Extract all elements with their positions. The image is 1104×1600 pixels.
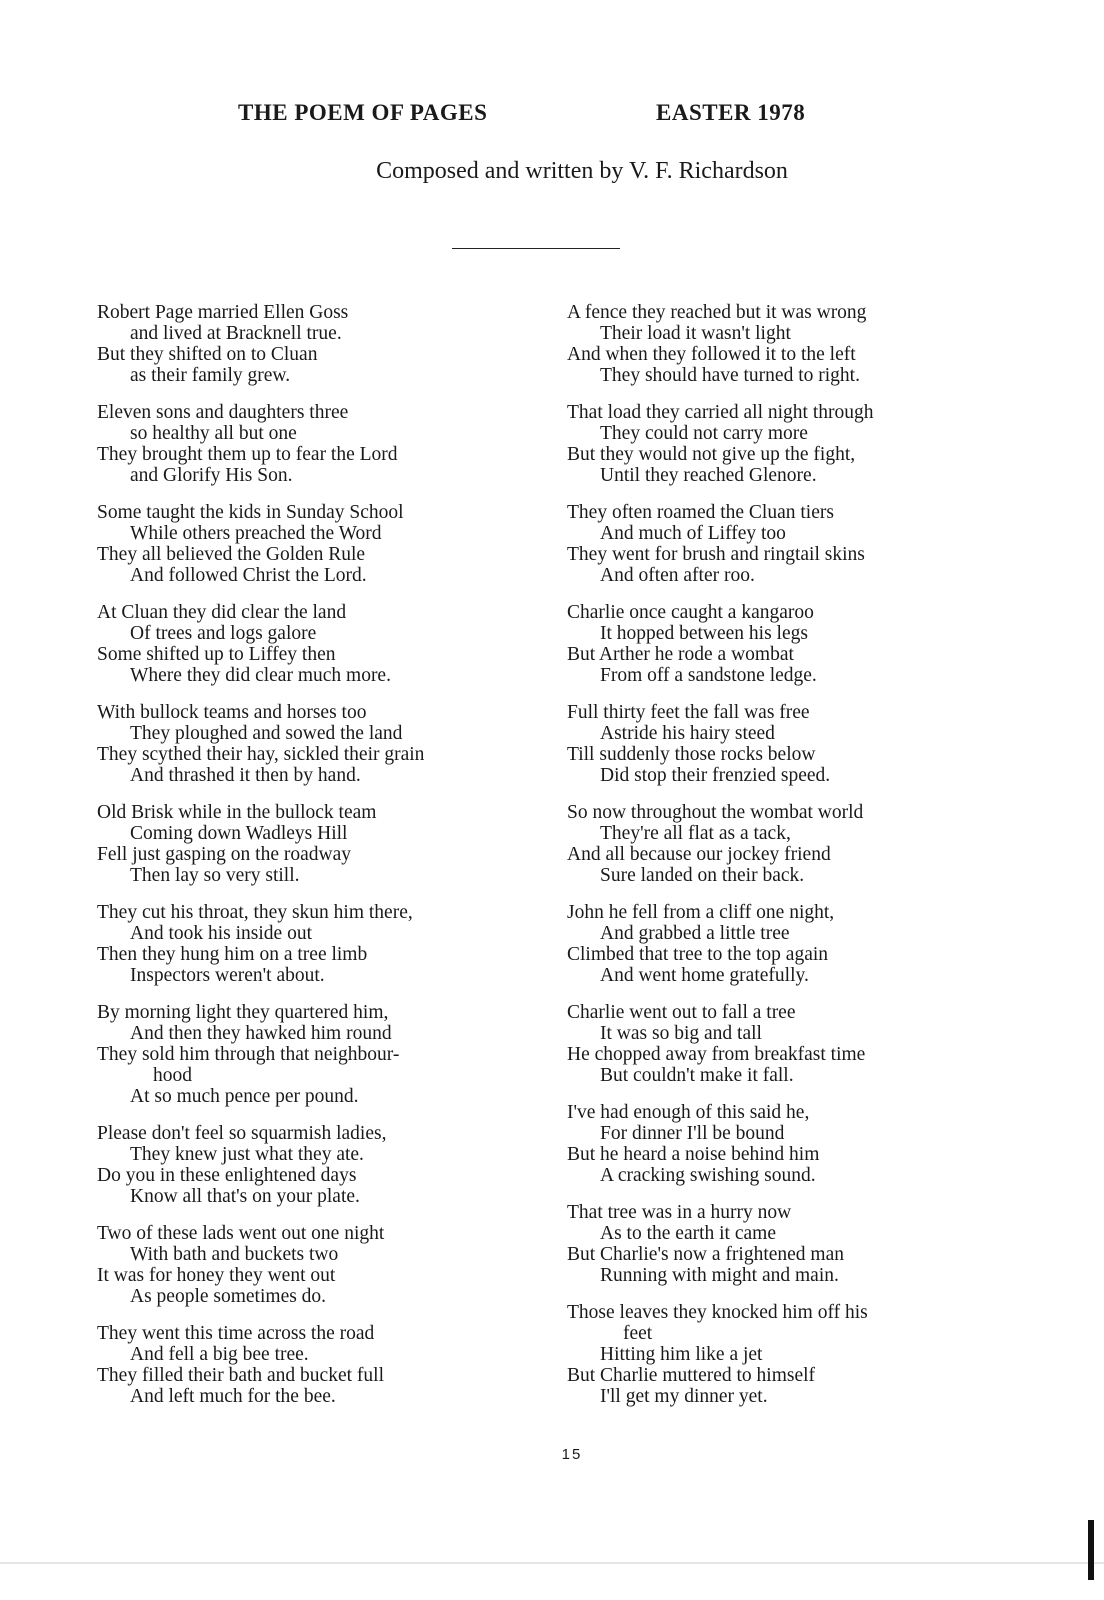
- poem-line: hood: [153, 1065, 192, 1086]
- poem-line: A cracking swishing sound.: [600, 1165, 816, 1186]
- poem-line: Eleven sons and daughters three: [97, 402, 349, 423]
- poem-line: For dinner I'll be bound: [600, 1123, 785, 1144]
- poem-line: They sold him through that neighbour-: [97, 1044, 400, 1065]
- stanza: [97, 602, 537, 686]
- scan-edge-shadow: [0, 1562, 1104, 1564]
- divider-rule: [452, 248, 620, 249]
- poem-line: They filled their bath and bucket full: [97, 1365, 384, 1386]
- poem-line: With bullock teams and horses too: [97, 702, 367, 723]
- poem-line: Running with might and main.: [600, 1265, 839, 1286]
- stanza: [97, 1323, 537, 1407]
- poem-line: Then lay so very still.: [130, 865, 300, 886]
- poem-line: And often after roo.: [600, 565, 755, 586]
- poem-column-right: [567, 302, 987, 1407]
- poem-line: They're all flat as a tack,: [600, 823, 791, 844]
- stanza: [567, 602, 987, 686]
- poem-line: Do you in these enlightened days: [97, 1165, 357, 1186]
- poem-line: But Charlie's now a frightened man: [567, 1244, 844, 1265]
- poem-line: And left much for the bee.: [130, 1386, 336, 1407]
- stanza: [97, 402, 537, 486]
- poem-line: as their family grew.: [130, 365, 291, 386]
- stanza: [97, 502, 537, 586]
- poem-line: With bath and buckets two: [130, 1244, 339, 1265]
- poem-line: They ploughed and sowed the land: [130, 723, 403, 744]
- poem-line: But couldn't make it fall.: [600, 1065, 794, 1086]
- poem-line: They all believed the Golden Rule: [97, 544, 366, 565]
- poem-line: Sure landed on their back.: [600, 865, 805, 886]
- poem-line: They often roamed the Cluan tiers: [567, 502, 834, 523]
- page-number: 15: [561, 1446, 583, 1463]
- stanza: [567, 502, 987, 586]
- poem-line: That tree was in a hurry now: [567, 1202, 792, 1223]
- poem-line: Astride his hairy steed: [600, 723, 775, 744]
- stanza: [567, 902, 987, 986]
- poem-line: and lived at Bracknell true.: [130, 323, 342, 344]
- poem-line: Climbed that tree to the top again: [567, 944, 829, 965]
- stanza: [97, 902, 537, 986]
- poem-line: Until they reached Glenore.: [600, 465, 817, 486]
- stanza: [97, 1002, 537, 1107]
- poem-line: Please don't feel so squarmish ladies,: [97, 1123, 387, 1144]
- poem-line: That load they carried all night through: [567, 402, 874, 423]
- stanza: [567, 1302, 987, 1407]
- stanza: [97, 802, 537, 886]
- poem-line: As people sometimes do.: [130, 1286, 327, 1307]
- poem-line: Charlie went out to fall a tree: [567, 1002, 796, 1023]
- poem-line: They could not carry more: [600, 423, 808, 444]
- poem-line: From off a sandstone ledge.: [600, 665, 817, 686]
- poem-line: Old Brisk while in the bullock team: [97, 802, 377, 823]
- poem-line: Where they did clear much more.: [130, 665, 391, 686]
- stanza: [97, 1223, 537, 1307]
- stanza: [567, 1102, 987, 1186]
- poem-line: And when they followed it to the left: [567, 344, 856, 365]
- poem-line: so healthy all but one: [130, 423, 297, 444]
- poem-line: And took his inside out: [130, 923, 313, 944]
- poem-line: It was for honey they went out: [97, 1265, 336, 1286]
- poem-date: EASTER 1978: [656, 100, 806, 125]
- poem-line: It was so big and tall: [600, 1023, 762, 1044]
- stanza: [567, 702, 987, 786]
- poem-line: And thrashed it then by hand.: [130, 765, 361, 786]
- poem-line: By morning light they quartered him,: [97, 1002, 389, 1023]
- poem-line: Robert Page married Ellen Goss: [97, 302, 349, 323]
- poem-line: It hopped between his legs: [600, 623, 808, 644]
- poem-line: They scythed their hay, sickled their grain: [97, 744, 425, 765]
- poem-line: They knew just what they ate.: [130, 1144, 364, 1165]
- poem-line: And much of Liffey too: [600, 523, 786, 544]
- poem-line: Did stop their frenzied speed.: [600, 765, 831, 786]
- poem-line: John he fell from a cliff one night,: [567, 902, 835, 923]
- stanza: [97, 1123, 537, 1207]
- poem-line: They went for brush and ringtail skins: [567, 544, 865, 565]
- poem-line: But Arther he rode a wombat: [567, 644, 794, 665]
- poem-line: So now throughout the wombat world: [567, 802, 864, 823]
- stanza: [567, 1202, 987, 1286]
- poem-line: Inspectors weren't about.: [130, 965, 325, 986]
- poem-line: Coming down Wadleys Hill: [130, 823, 348, 844]
- poem-line: Of trees and logs galore: [130, 623, 317, 644]
- poem-line: and Glorify His Son.: [130, 465, 293, 486]
- poem-line: They cut his throat, they skun him there,: [97, 902, 413, 923]
- stanza: [567, 302, 987, 386]
- poem-line: I've had enough of this said he,: [567, 1102, 810, 1123]
- poem-line: And fell a big bee tree.: [130, 1344, 309, 1365]
- stanza: [567, 802, 987, 886]
- poem-title: THE POEM OF PAGES: [238, 100, 488, 125]
- poem-line: They brought them up to fear the Lord: [97, 444, 398, 465]
- poem-line: Charlie once caught a kangaroo: [567, 602, 814, 623]
- poem-line: They went this time across the road: [97, 1323, 375, 1344]
- poem-line: I'll get my dinner yet.: [600, 1386, 768, 1407]
- poem-line: And went home gratefully.: [600, 965, 809, 986]
- poem-line: And then they hawked him round: [130, 1023, 392, 1044]
- poem-line: They should have turned to right.: [600, 365, 860, 386]
- byline: Composed and written by V. F. Richardson: [376, 158, 788, 184]
- poem-line: Those leaves they knocked him off his: [567, 1302, 868, 1323]
- poem-line: Full thirty feet the fall was free: [567, 702, 810, 723]
- poem-line: While others preached the Word: [130, 523, 382, 544]
- poem-line: But they would not give up the fight,: [567, 444, 856, 465]
- poem-line: Two of these lads went out one night: [97, 1223, 385, 1244]
- poem-line: Their load it wasn't light: [600, 323, 791, 344]
- poem-line: Then they hung him on a tree limb: [97, 944, 368, 965]
- poem-line: But he heard a noise behind him: [567, 1144, 820, 1165]
- poem-line: At Cluan they did clear the land: [97, 602, 347, 623]
- poem-line: Till suddenly those rocks below: [567, 744, 816, 765]
- poem-line: Know all that's on your plate.: [130, 1186, 360, 1207]
- poem-line: And grabbed a little tree: [600, 923, 790, 944]
- poem-line: feet: [623, 1323, 653, 1344]
- stanza: [97, 702, 537, 786]
- poem-line: A fence they reached but it was wrong: [567, 302, 867, 323]
- poem-line: Some shifted up to Liffey then: [97, 644, 336, 665]
- poem-line: At so much pence per pound.: [130, 1086, 359, 1107]
- poem-column-left: [97, 302, 537, 1407]
- poem-line: And followed Christ the Lord.: [130, 565, 367, 586]
- poem-line: Hitting him like a jet: [600, 1344, 763, 1365]
- stanza: [97, 302, 537, 386]
- poem-line: And all because our jockey friend: [567, 844, 831, 865]
- stanza: [567, 402, 987, 486]
- poem-line: Fell just gasping on the roadway: [97, 844, 352, 865]
- stanza: [567, 1002, 987, 1086]
- poem-line: But they shifted on to Cluan: [97, 344, 318, 365]
- poem-line: He chopped away from breakfast time: [567, 1044, 866, 1065]
- poem-line: But Charlie muttered to himself: [567, 1365, 816, 1386]
- poem-line: Some taught the kids in Sunday School: [97, 502, 404, 523]
- poem-line: As to the earth it came: [600, 1223, 776, 1244]
- scan-edge-mark: [1088, 1520, 1094, 1580]
